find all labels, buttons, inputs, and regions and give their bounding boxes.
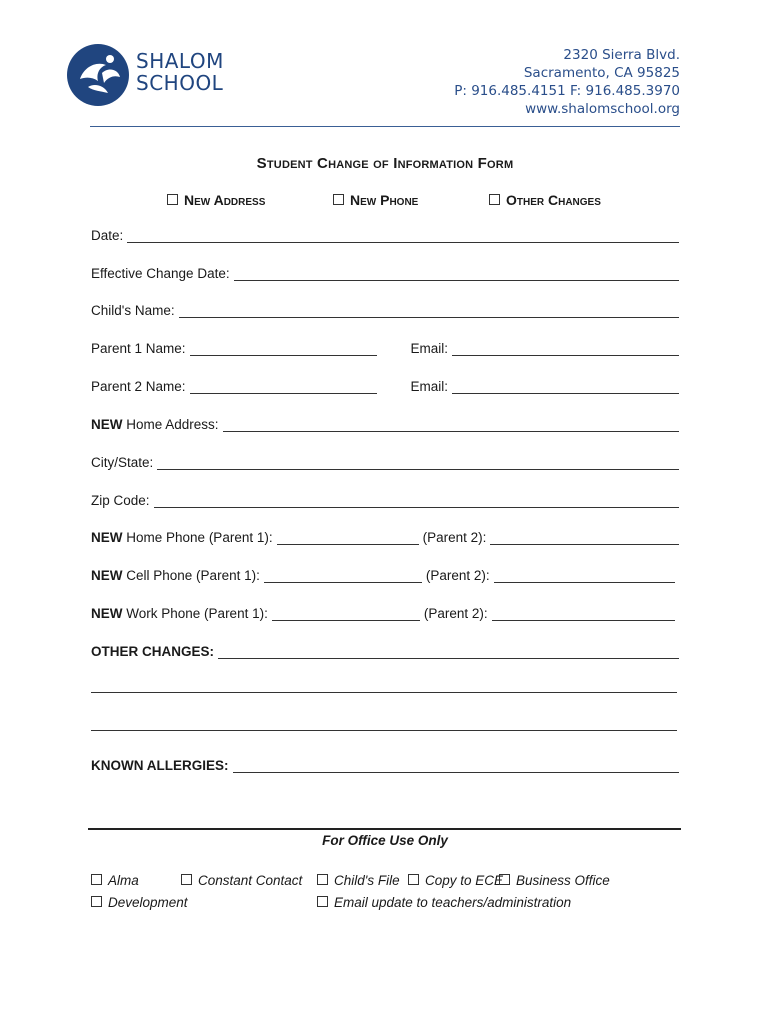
office-option-alma[interactable]: Alma <box>91 873 139 888</box>
date-label: Date: <box>91 228 124 243</box>
new-cell-phone-label: NEW Cell Phone (Parent 1): <box>91 568 260 583</box>
address-website[interactable]: www.shalomschool.org <box>525 101 680 117</box>
parent2-name-label: Parent 2 Name: <box>91 379 186 394</box>
address-street: 2320 Sierra Blvd. <box>563 47 680 63</box>
city-state-label: City/State: <box>91 455 154 470</box>
parent2-email-input-line[interactable] <box>452 379 679 394</box>
childs-name-input-line[interactable] <box>179 303 679 318</box>
new-work-phone-label: NEW Work Phone (Parent 1): <box>91 606 268 621</box>
checkbox-icon[interactable] <box>333 194 344 205</box>
field-new-home-address <box>91 412 679 432</box>
checkbox-icon[interactable] <box>181 874 192 885</box>
logo-line-1: SHALOM <box>136 49 224 73</box>
address-city: Sacramento, CA 95825 <box>523 65 680 81</box>
option-new-address[interactable]: New Address <box>167 192 265 208</box>
work-phone-parent2-label: (Parent 2): <box>423 606 488 621</box>
parent1-name-input-line[interactable] <box>190 341 377 356</box>
field-parent1 <box>91 336 679 356</box>
parent2-name-input-line[interactable] <box>190 379 377 394</box>
other-changes-line-3[interactable] <box>91 730 677 731</box>
office-option-childs-file[interactable]: Child's File <box>317 873 400 888</box>
field-effective-change-date <box>91 261 679 281</box>
office-option-copy-to-ece[interactable]: Copy to ECE <box>408 873 503 888</box>
address-phone-fax: P: 916.485.4151 F: 916.485.3970 <box>454 83 680 99</box>
cell-phone-parent1-input-line[interactable] <box>264 568 422 583</box>
new-home-address-input-line[interactable] <box>223 417 679 432</box>
field-new-work-phone <box>91 601 679 621</box>
date-input-line[interactable] <box>127 228 679 243</box>
checkbox-icon[interactable] <box>408 874 419 885</box>
home-phone-parent2-label: (Parent 2): <box>422 530 487 545</box>
office-option-development[interactable]: Development <box>91 895 188 910</box>
checkbox-icon[interactable] <box>317 896 328 907</box>
city-state-input-line[interactable] <box>157 455 679 470</box>
field-new-home-phone <box>91 525 679 545</box>
effective-change-date-label: Effective Change Date: <box>91 266 230 281</box>
form-title: Student Change of Information Form <box>256 155 514 172</box>
field-other-changes <box>91 639 679 659</box>
new-home-phone-label: NEW Home Phone (Parent 1): <box>91 530 273 545</box>
parent1-email-input-line[interactable] <box>452 341 679 356</box>
checkbox-icon[interactable] <box>167 194 178 205</box>
known-allergies-input-line[interactable] <box>233 758 680 773</box>
cell-phone-parent2-label: (Parent 2): <box>425 568 490 583</box>
checkbox-icon[interactable] <box>91 896 102 907</box>
effective-change-date-input-line[interactable] <box>234 266 679 281</box>
work-phone-parent2-input-line[interactable] <box>492 606 675 621</box>
checkbox-icon[interactable] <box>91 874 102 885</box>
field-parent2 <box>91 374 679 394</box>
other-changes-label: OTHER CHANGES: <box>91 644 215 659</box>
other-changes-line-2[interactable] <box>91 692 677 693</box>
checkbox-icon[interactable] <box>499 874 510 885</box>
option-other-changes[interactable]: Other Changes <box>489 192 601 208</box>
shalom-school-logo-icon <box>66 43 130 107</box>
office-use-title: For Office Use Only <box>322 833 448 848</box>
header-divider <box>90 126 680 127</box>
field-childs-name <box>91 298 679 318</box>
home-phone-parent1-input-line[interactable] <box>277 530 419 545</box>
checkbox-icon[interactable] <box>317 874 328 885</box>
new-home-address-label: NEW Home Address: <box>91 417 219 432</box>
other-changes-input-line[interactable] <box>218 644 679 659</box>
option-new-phone[interactable]: New Phone <box>333 192 418 208</box>
parent1-name-label: Parent 1 Name: <box>91 341 186 356</box>
home-phone-parent2-input-line[interactable] <box>490 530 679 545</box>
checkbox-icon[interactable] <box>489 194 500 205</box>
logo-line-2: SCHOOL <box>136 71 224 95</box>
work-phone-parent1-input-line[interactable] <box>272 606 420 621</box>
field-zip-code <box>91 488 679 508</box>
zip-code-input-line[interactable] <box>154 493 679 508</box>
office-option-constant-contact[interactable]: Constant Contact <box>181 873 302 888</box>
known-allergies-label: KNOWN ALLERGIES: <box>91 758 229 773</box>
parent1-email-label: Email: <box>410 341 449 356</box>
cell-phone-parent2-input-line[interactable] <box>494 568 675 583</box>
office-option-business-office[interactable]: Business Office <box>499 873 610 888</box>
office-option-email-update[interactable]: Email update to teachers/administration <box>317 895 571 910</box>
logo-wordmark <box>136 50 224 94</box>
office-divider <box>88 828 681 830</box>
field-new-cell-phone <box>91 563 679 583</box>
field-date <box>91 223 679 243</box>
parent2-email-label: Email: <box>410 379 449 394</box>
field-known-allergies <box>91 753 679 773</box>
childs-name-label: Child's Name: <box>91 303 175 318</box>
zip-code-label: Zip Code: <box>91 493 150 508</box>
field-city-state <box>91 450 679 470</box>
school-address <box>454 46 680 118</box>
